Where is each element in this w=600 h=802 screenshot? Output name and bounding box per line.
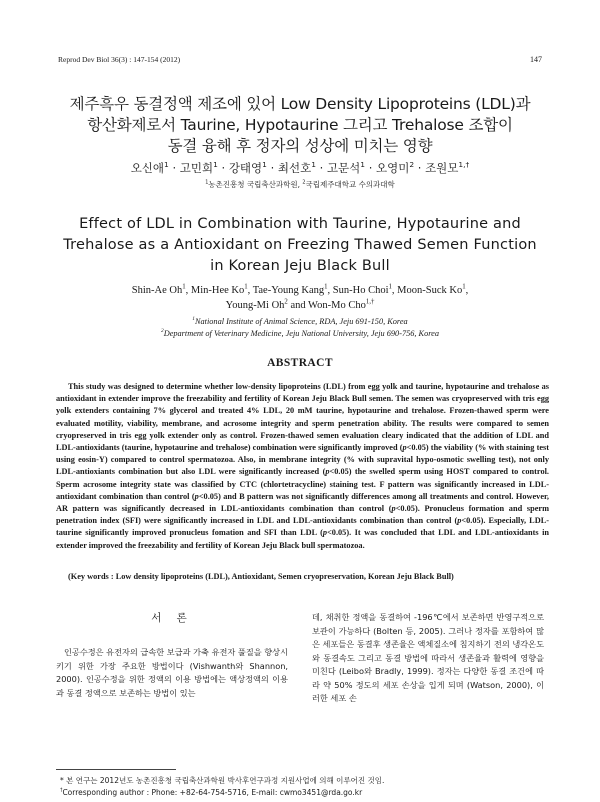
abstract-p-symbol: p	[194, 491, 199, 501]
author-name: 강태영	[228, 161, 263, 175]
author-affiliation-mark: 1	[262, 160, 267, 170]
author-name: Min-Hee Ko	[190, 285, 245, 296]
affiliation-text: 농촌진흥청 국립축산과학원,	[208, 180, 303, 189]
author-affiliation-mark: 1	[324, 283, 328, 291]
author-name: Moon-Suck Ko	[397, 285, 463, 296]
author-name: Tae-Young Kang	[252, 285, 325, 296]
author-name: 오신애	[130, 161, 165, 175]
korean-title	[40, 94, 560, 157]
korean-authors	[40, 160, 560, 176]
english-title-line: in Korean Jeju Black Bull	[210, 258, 390, 274]
abstract-segment: <0.05). Pronucleus formation and sperm penetration index (SFI) were significantly increased in LDL and LDL-antioxidants combination than control (	[56, 504, 549, 526]
page-number: 147	[530, 55, 542, 64]
korean-title-line: 항산화제로서 Taurine, Hypotaurine 그리고 Trehalose 조합이	[87, 116, 513, 134]
author-name: 오영미	[376, 161, 410, 175]
author-name: Won-Mo Cho	[308, 300, 366, 311]
abstract-segment: <0.05). It was concluded that LDL and LDL-antioxidants in extender improved the freezability and fertility of Korean Jeju Black bull spermatozoa.	[56, 528, 550, 550]
affiliation-text: Department of Veterinary Medicine, Jeju National University, Jeju 690-756, Korea	[163, 329, 439, 338]
abstract-p-symbol: p	[402, 443, 407, 453]
author-affiliation-mark: 1,†	[458, 160, 470, 170]
author-separator: ,	[465, 285, 469, 296]
author-separator: ·	[168, 161, 180, 175]
author-affiliation-mark: 1	[244, 283, 248, 291]
intro-right-column: 데, 채취한 정액을 동결하여 -196℃에서 보존하면 반영구적으로 보관이 가능하다 (Bolten 등, 2005). 그러나 정자를 포함하여 많은 세포들은 동결후 생존율은 액체질소에 침지하기 전의 냉각온도와 동결속도 그리고 동결 방법에 따라서 생존율과 활력에 영향을 미친다 (Leibo와 Bradly, 1999). 정자는 다양한 동결 조건에 따라 약 50% 정도의 세포 손상을 입게 되며 (Watson, 2000), 이러한 세포 손	[312, 612, 544, 703]
author-separator: ·	[217, 161, 229, 175]
author-affiliation-mark: 1	[182, 283, 186, 291]
abstract-heading: ABSTRACT	[267, 357, 333, 369]
author-name: 최선호	[277, 161, 312, 175]
abstract-segment: <0.05) and B pattern was not significantly differences among all treatments and control. However, AR pattern was significantly decreased in LDL-antioxidants combination than control (	[56, 491, 549, 514]
abstract-segment: <0.05) the viability (% with staining test using eosin-Y) compared to control spermatozoa. Also, in membrane integrity (% with supravital hypo-osmotic swelling test), not only LDL-antioxiants combination but also LDL were significantly increased (	[56, 443, 550, 477]
journal-citation: Reprod Dev Biol 36(3) : 147-154 (2012)	[58, 55, 181, 64]
keywords: (Key words : Low density lipoproteins (LDL), Antioxidant, Semen cryopreservation, Korean Jeju Black Bull)	[68, 572, 454, 581]
author-affiliation-mark: 1	[360, 160, 366, 170]
korean-title-line: 동결 융해 후 정자의 성상에 미치는 영향	[167, 137, 433, 155]
author-name: Shin-Ae Oh	[131, 285, 183, 296]
author-separator: ,	[391, 285, 398, 296]
affiliation-mark: 1	[205, 179, 209, 186]
author-name: Sun-Ho Choi	[332, 285, 389, 296]
intro-left-column: 인공수정은 유전자의 급속한 보급과 가축 유전자 풀질을 향상시키기 위한 가장 주요한 방법이다 (Vishwanth와 Shannon, 2000). 인공수정을 위한 정액의 이용 방법에는 액상정액의 이용과 동결 정액으로 보존하는 방법이 있는	[56, 647, 288, 698]
author-separator: ·	[266, 161, 278, 175]
abstract-p-symbol: p	[391, 504, 396, 514]
author-affiliation-mark: 1	[311, 160, 316, 170]
author-affiliation-mark: 1	[388, 283, 392, 291]
corresponding-author-text: Corresponding author : Phone: +82-64-754-5716, E-mail: cwmo3451@rda.go.kr	[62, 788, 363, 797]
abstract-p-symbol: p	[325, 467, 330, 477]
abstract-segment: <0.05). Especially, LDL-taurine significantly improved pronucleus fomation and SFI than LDL (	[56, 516, 549, 538]
english-title	[40, 214, 560, 277]
affiliation-line	[40, 316, 560, 328]
author-separator: ,	[185, 285, 191, 296]
abstract-p-symbol: p	[457, 516, 462, 526]
author-affiliation-mark: 1	[213, 160, 218, 170]
author-affiliation-mark: 1	[164, 160, 169, 170]
abstract-segment: This study was designed to determine whether low-density lipoproteins (LDL) from egg yolk and taurine, hypotaurine and trehalose as antioxidant in extender improve the freezability and fertility of Korean Jeju Black Bull semen. The semen was cryopreserved with tris egg yolk extenders containing 7% glycerol and treated 4% LDL, 20 mM taurine, hypotaurine and trehalose. Frozen-thawed sperm were evaluated motility, viability, membrane, and acrosome integrity and sperm penetration ability. The results were compared to semen cryopreserved in tris egg yolk extender only as control. Frozen-thawed semen evaluation cleary indicated that the addition of LDL and LDL-antioxidants (taurine, hypotaurine and trehalose) combination were significantly improved (	[56, 382, 549, 453]
korean-affiliations	[40, 179, 560, 190]
english-title-line: Trehalose as a Antioxidant on Freezing Thawed Semen Function	[63, 237, 537, 253]
dagger-mark: †	[60, 787, 63, 794]
english-authors	[60, 283, 540, 313]
affiliation-text: National Institute of Animal Science, RDA, Jeju 691-150, Korea	[194, 317, 408, 326]
author-name: 고민희	[179, 161, 214, 175]
english-title-line: Effect of LDL in Combination with Taurine, Hypotaurine and	[79, 216, 521, 232]
english-authors-line	[60, 298, 540, 313]
author-affiliation-mark: 2	[409, 160, 415, 170]
author-name: 조원모	[425, 161, 459, 175]
affiliation-line	[40, 328, 560, 340]
corresponding-author-footnote	[60, 788, 362, 797]
english-affiliations	[40, 316, 560, 340]
abstract-segment: <0.05) the swelled sperm using HOST compared to control. Sperm acrosome integrity state was classified by CTC (chlortetracycline) staining test. F pattern was significantly increased in LDL-antioxidant combination than control (	[56, 467, 549, 501]
author-name: Young-Mi Oh	[225, 300, 285, 311]
author-affiliation-mark: 2	[284, 298, 288, 306]
author-name: 고문석	[326, 161, 361, 175]
author-separator: ,	[327, 285, 333, 296]
section-heading-introduction: 서 론	[151, 612, 193, 624]
author-separator: and	[287, 300, 309, 311]
affiliation-mark: 2	[161, 328, 164, 335]
affiliation-mark: 2	[302, 179, 306, 186]
author-affiliation-mark: 1	[462, 283, 466, 291]
abstract-p-symbol: p	[322, 528, 328, 538]
funding-footnote: * 본 연구는 2012년도 농촌진흥청 국립축산과학원 박사후연구과정 지원사업에 의해 이루어진 것임.	[60, 776, 385, 785]
korean-title-line: 제주흑우 동결정액 제조에 있어 Low Density Lipoproteins (LDL)과	[69, 95, 531, 113]
author-affiliation-mark: 1,†	[365, 298, 375, 306]
author-separator: ·	[414, 161, 426, 175]
author-separator: ·	[365, 161, 377, 175]
abstract-text	[56, 381, 549, 552]
english-authors-line	[60, 283, 540, 298]
author-separator: ·	[315, 161, 327, 175]
footnote-divider	[56, 769, 176, 770]
affiliation-text: 국립제주대학교 수의과대학	[305, 180, 395, 189]
author-separator: ,	[247, 285, 253, 296]
affiliation-mark: 1	[192, 316, 195, 323]
